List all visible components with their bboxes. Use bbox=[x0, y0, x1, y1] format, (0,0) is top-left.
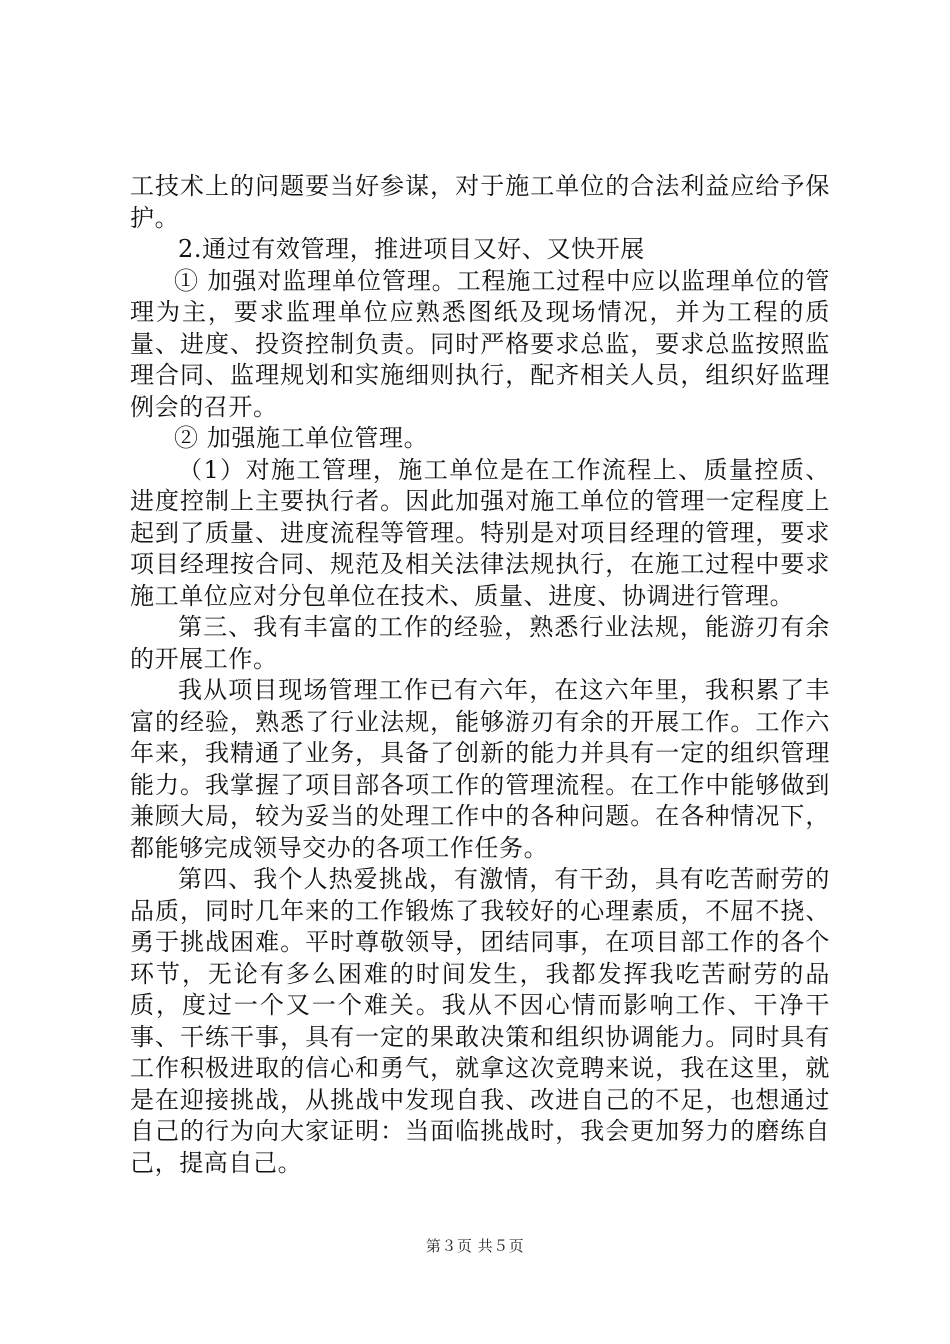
paragraph-continuation: 工技术上的问题要当好参谋，对于施工单位的合法利益应给予保护。 bbox=[130, 172, 830, 232]
paragraph-heading-2: 2.通过有效管理，推进项目又好、又快开展 bbox=[178, 235, 645, 263]
document-body bbox=[130, 171, 830, 1179]
paragraph-experience: 我从项目现场管理工作已有六年，在这六年里，我积累了丰富的经验，熟悉了行业法规，能够游刃有余的开展工作。工作六年来，我精通了业务，具备了创新的能力并具有一定的组织管理能力。我掌握了项目部各项工作的管理流程。在工作中能够做到兼顾大局，较为妥当的处理工作中的各种问题。在各种情况下，都能够完成领导交办的各项工作任务。 bbox=[130, 676, 830, 862]
paragraph-fourth-point: 第四、我个人热爱挑战，有激情，有干劲，具有吃苦耐劳的品质，同时几年来的工作锻炼了我较好的心理素质，不屈不挠、勇于挑战困难。平时尊敬领导，团结同事，在项目部工作的各个环节，无论有多么困难的时间发生，我都发挥我吃苦耐劳的品质，度过一个又一个难关。我从不因心情而影响工作、干净干事、干练干事，具有一定的果敢决策和组织协调能力。同时具有工作积极进取的信心和勇气，就拿这次竞聘来说，我在这里，就是在迎接挑战，从挑战中发现自我、改进自己的不足，也想通过自己的行为向大家证明：当面临挑战时，我会更加努力的磨练自己，提高自己。 bbox=[130, 865, 830, 1177]
paragraph-construction-management-heading: ② 加强施工单位管理。 bbox=[174, 424, 429, 452]
page-number-footer: 第３页 共５页 bbox=[425, 1237, 525, 1255]
paragraph-construction-management: （1）对施工管理，施工单位是在工作流程上、质量控质、进度控制上主要执行者。因此加强对施工单位的管理一定程度上起到了质量、进度流程等管理。特别是对项目经理的管理，要求项目经理按合同、规范及相关法律法规执行，在施工过程中要求施工单位应对分包单位在技术、质量、进度、协调进行管理。 bbox=[130, 455, 830, 610]
paragraph-third-point: 第三、我有丰富的工作的经验，熟悉行业法规，能游刃有余的开展工作。 bbox=[130, 613, 830, 673]
paragraph-supervision-management: ① 加强对监理单位管理。工程施工过程中应以监理单位的管理为主，要求监理单位应熟悉图纸及现场情况，并为工程的质量、进度、投资控制负责。同时严格要求总监，要求总监按照监理合同、监理规划和实施细则执行，配齐相关人员，组织好监理例会的召开。 bbox=[130, 266, 830, 421]
